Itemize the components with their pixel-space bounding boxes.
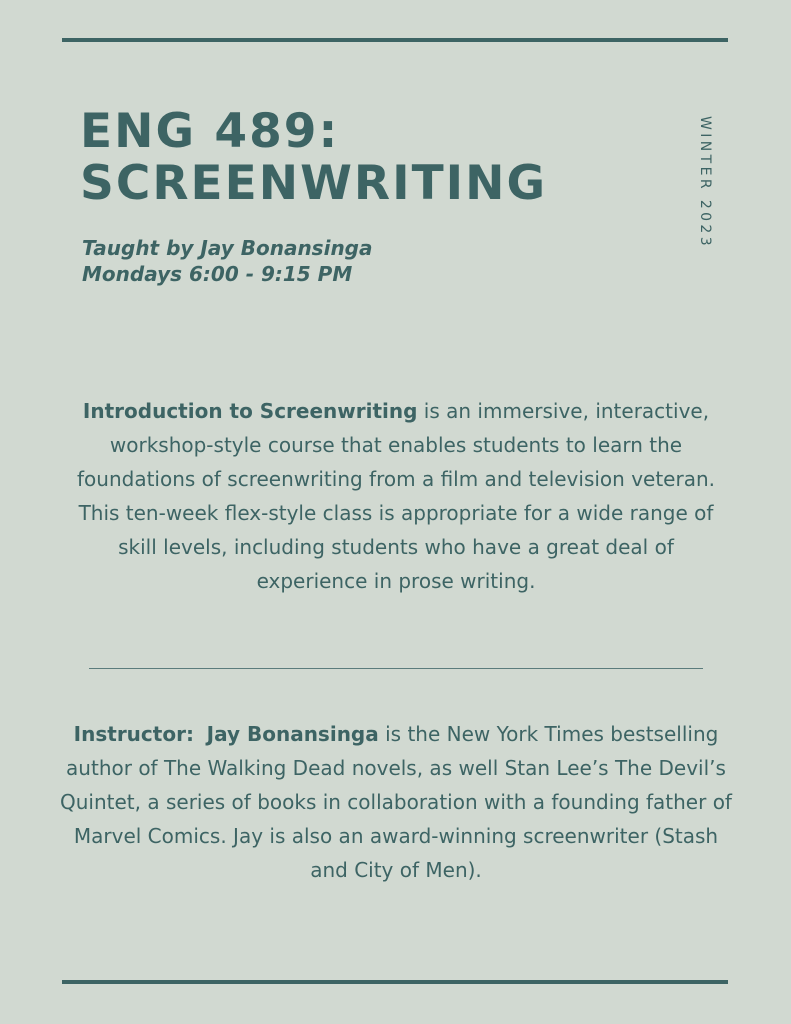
intro-paragraph xyxy=(60,394,732,598)
bottom-divider xyxy=(62,980,728,984)
middle-divider xyxy=(89,668,703,669)
page-title xyxy=(80,106,547,210)
intro-bold-lead: Introduction to Screenwriting xyxy=(82,399,418,423)
term-label: WINTER 2023 xyxy=(697,116,713,250)
course-subtitle xyxy=(82,235,373,287)
instructor-name: Jay Bonansinga xyxy=(206,722,379,746)
title-line-course-name: SCREENWRITING xyxy=(80,156,548,211)
schedule-line: Mondays 6:00 - 9:15 PM xyxy=(82,262,353,286)
top-divider xyxy=(62,38,728,42)
instructor-line: Taught by Jay Bonansinga xyxy=(82,236,373,260)
title-line-course-code: ENG 489: xyxy=(80,104,340,159)
instructor-paragraph xyxy=(60,717,732,887)
instructor-label: Instructor: xyxy=(73,722,194,746)
intro-text: is an immersive, interactive, workshop-style course that enables students to learn the foundations of screenwriting from a film and television veteran. This ten-week flex-style class is appropriate for a wide range of skill levels, including students who have a great deal of experience in prose writing. xyxy=(77,399,715,593)
instructor-text: is the New York Times bestselling author of The Walking Dead novels, as well Stan Lee’s The Devil’s Quintet, a series of books in collaboration with a founding father of Marvel Comics. Jay is also an award-winning screenwriter (Stash and City of Men). xyxy=(60,722,732,882)
